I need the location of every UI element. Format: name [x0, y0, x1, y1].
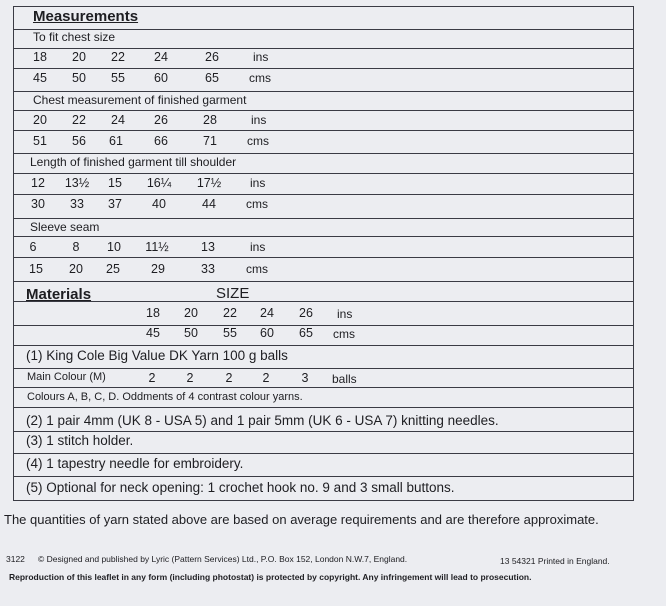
balls-unit: balls: [332, 372, 357, 386]
row-divider: [14, 48, 633, 49]
value-cell: 56: [72, 134, 86, 148]
value-cell: 71: [203, 134, 217, 148]
value-cell: 2: [186, 371, 194, 385]
value-cell: 20: [72, 50, 86, 64]
value-cell: 13: [201, 240, 215, 254]
value-cell: 13½: [64, 176, 90, 190]
yarn-line: (1) King Cole Big Value DK Yarn 100 g balls: [26, 348, 288, 363]
size-heading: SIZE: [216, 285, 250, 302]
value-cell: 28: [203, 113, 217, 127]
value-cell: 45: [33, 71, 47, 85]
unit-label: ins: [253, 50, 269, 64]
value-cell: 15: [108, 176, 122, 190]
copyright-line: Reproduction of this leaflet in any form (including photostat) is protected by copyright. Any infringement will lead to prosecution.: [9, 572, 532, 582]
colours-line: Colours A, B, C, D. Oddments of 4 contrast colour yarns.: [27, 391, 303, 403]
value-cell: 15: [29, 262, 43, 276]
value-cell: 33: [201, 262, 215, 276]
value-cell: 11½: [145, 240, 169, 254]
row-divider: [14, 325, 633, 326]
row-divider: [14, 345, 633, 346]
pattern-code: 3122: [6, 554, 25, 564]
value-cell: 18: [146, 306, 160, 320]
unit-label: ins: [250, 176, 266, 190]
value-cell: 20: [184, 306, 198, 320]
value-cell: 44: [202, 197, 216, 211]
value-cell: 45: [146, 326, 160, 340]
needles-line: (2) 1 pair 4mm (UK 8 - USA 5) and 1 pair 5mm (UK 6 - USA 7) knitting needles.: [26, 413, 499, 428]
value-cell: 55: [223, 326, 237, 340]
row-divider: [14, 431, 633, 432]
unit-label: cms: [333, 327, 355, 341]
value-cell: 17½: [196, 176, 222, 190]
value-cell: 24: [111, 113, 125, 127]
value-cell: 60: [154, 71, 168, 85]
value-cell: 20: [69, 262, 83, 276]
value-cell: 66: [154, 134, 168, 148]
row-divider: [14, 387, 633, 388]
publisher-line: © Designed and published by Lyric (Pattern Services) Ltd., P.O. Box 152, London N.W.7, England.: [38, 554, 408, 564]
sleeve-label: Sleeve seam: [30, 220, 100, 234]
chest-size-label: To fit chest size: [33, 30, 116, 44]
value-cell: 51: [33, 134, 47, 148]
row-divider: [14, 301, 633, 302]
value-cell: 22: [111, 50, 125, 64]
value-cell: 22: [72, 113, 86, 127]
length-label: Length of finished garment till shoulder: [30, 155, 237, 169]
value-cell: 2: [262, 371, 270, 385]
value-cell: 18: [33, 50, 47, 64]
row-divider: [14, 476, 633, 477]
row-divider: [14, 257, 633, 258]
value-cell: 30: [31, 197, 45, 211]
row-divider: [14, 110, 633, 111]
row-divider: [14, 68, 633, 69]
value-cell: 20: [33, 113, 47, 127]
unit-label: cms: [249, 71, 271, 85]
row-divider: [14, 453, 633, 454]
value-cell: 65: [299, 326, 313, 340]
value-cell: 37: [108, 197, 122, 211]
row-divider: [14, 281, 633, 282]
value-cell: 40: [152, 197, 166, 211]
value-cell: 3: [301, 371, 309, 385]
unit-label: ins: [251, 113, 267, 127]
row-divider: [14, 194, 633, 195]
row-divider: [14, 153, 633, 154]
row-divider: [14, 130, 633, 131]
value-cell: 26: [154, 113, 168, 127]
holder-line: (3) 1 stitch holder.: [26, 433, 134, 448]
row-divider: [14, 173, 633, 174]
row-divider: [14, 91, 633, 92]
value-cell: 25: [106, 262, 120, 276]
tapestry-line: (4) 1 tapestry needle for embroidery.: [26, 456, 244, 471]
value-cell: 26: [205, 50, 219, 64]
value-cell: 24: [260, 306, 274, 320]
row-divider: [14, 236, 633, 237]
value-cell: 55: [111, 71, 125, 85]
unit-label: cms: [246, 262, 268, 276]
value-cell: 16¼: [146, 176, 172, 190]
value-cell: 12: [31, 176, 45, 190]
value-cell: 60: [260, 326, 274, 340]
measurements-heading: Measurements: [33, 8, 139, 25]
main-colour-label: Main Colour (M): [27, 371, 106, 383]
row-divider: [14, 407, 633, 408]
value-cell: 8: [72, 240, 80, 254]
printed-line: 13 54321 Printed in England.: [500, 556, 610, 566]
value-cell: 2: [225, 371, 233, 385]
materials-heading: Materials: [26, 286, 92, 303]
value-cell: 26: [299, 306, 313, 320]
value-cell: 65: [205, 71, 219, 85]
value-cell: 33: [70, 197, 84, 211]
row-divider: [14, 218, 633, 219]
unit-label: ins: [250, 240, 266, 254]
value-cell: 29: [151, 262, 165, 276]
unit-label: cms: [246, 197, 268, 211]
value-cell: 24: [154, 50, 168, 64]
value-cell: 6: [29, 240, 37, 254]
value-cell: 10: [107, 240, 121, 254]
value-cell: 22: [223, 306, 237, 320]
value-cell: 2: [148, 371, 156, 385]
optional-line: (5) Optional for neck opening: 1 crochet hook no. 9 and 3 small buttons.: [26, 480, 455, 495]
value-cell: 50: [184, 326, 198, 340]
row-divider: [14, 368, 633, 369]
value-cell: 61: [109, 134, 123, 148]
approximation-note: The quantities of yarn stated above are based on average requirements and are therefore approximate.: [4, 512, 599, 527]
unit-label: cms: [247, 134, 269, 148]
value-cell: 50: [72, 71, 86, 85]
unit-label: ins: [337, 307, 353, 321]
finished-chest-label: Chest measurement of finished garment: [33, 93, 247, 107]
